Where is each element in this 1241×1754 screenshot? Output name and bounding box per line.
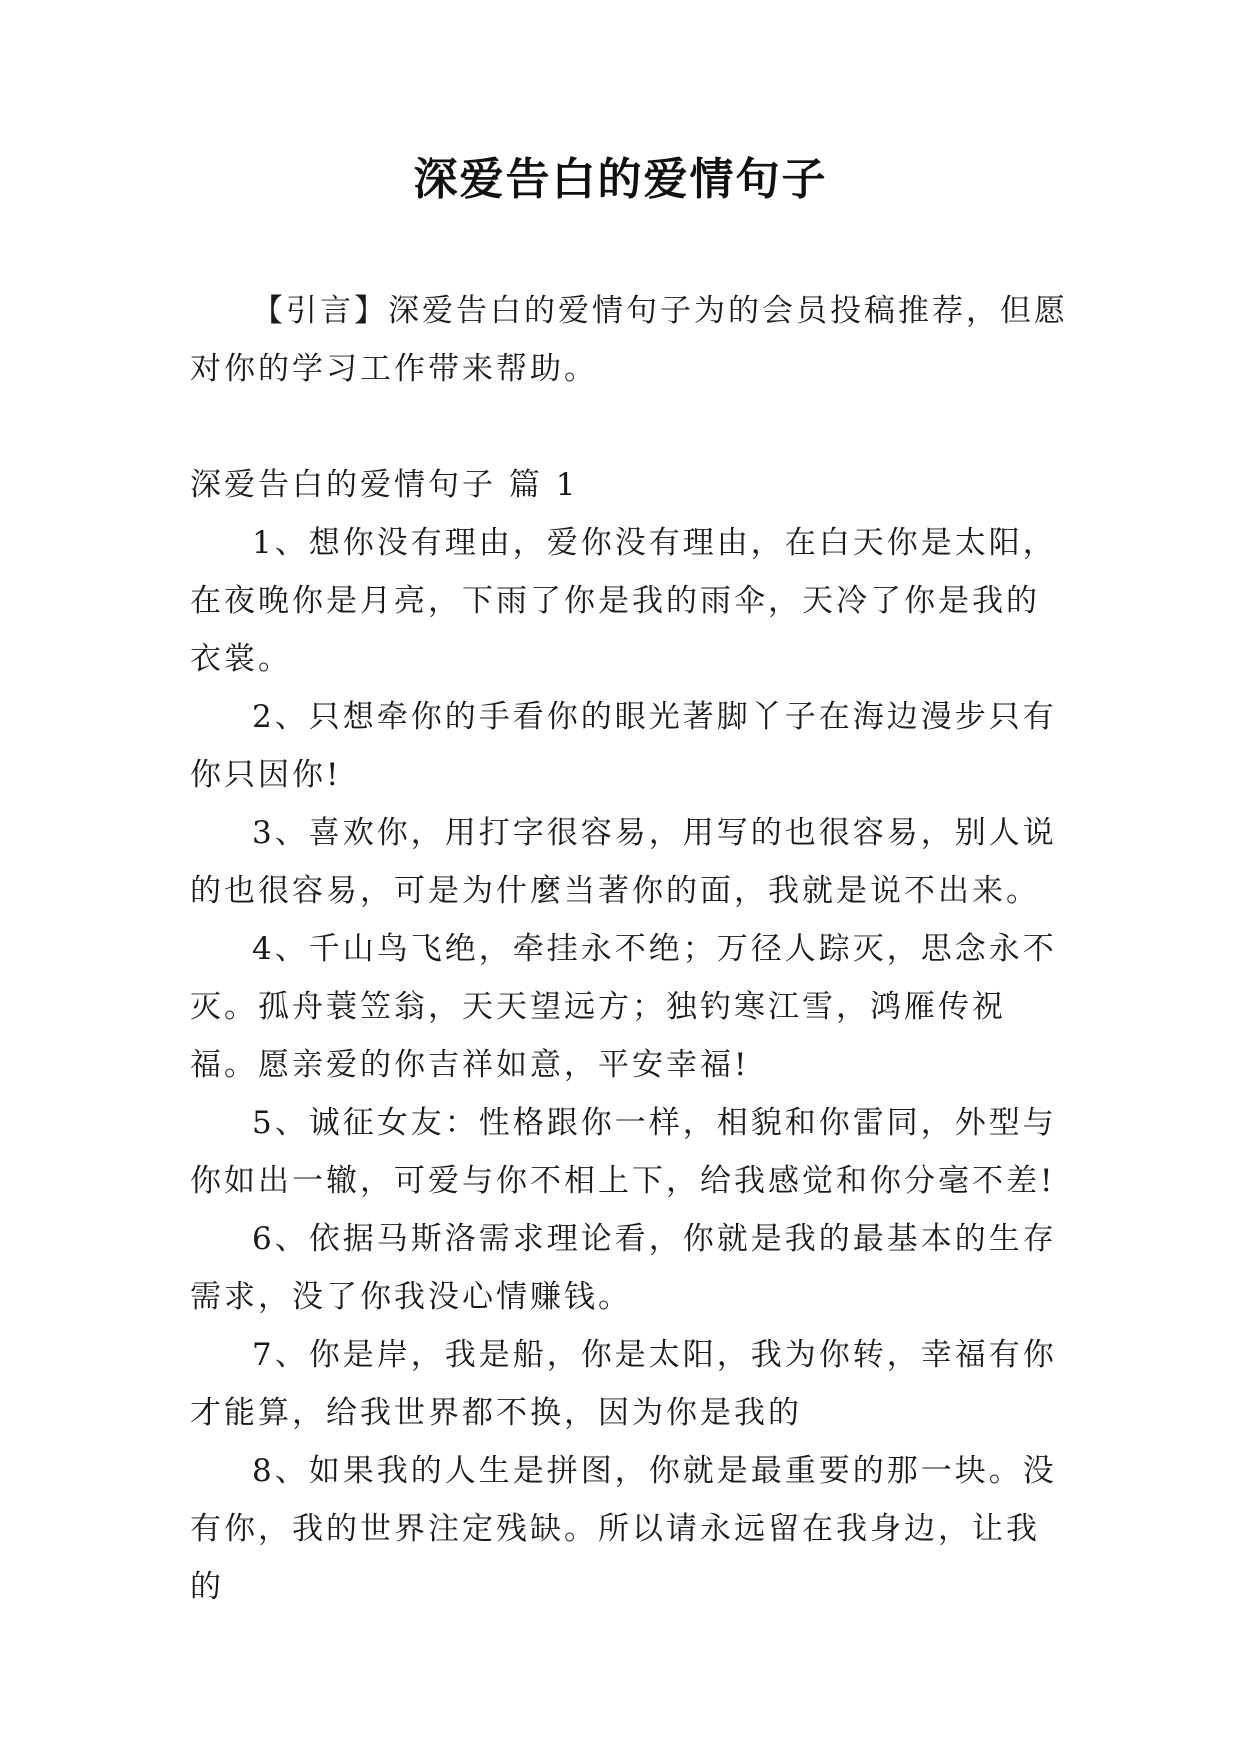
list-item: 7、你是岸，我是船，你是太阳，我为你转，幸福有你才能算，给我世界都不换，因为你是我的 [190,1337,1057,1431]
list-item: 3、喜欢你，用打字很容易，用写的也很容易，别人说的也很容易，可是为什麼当著你的面，我就是说不出来。 [190,815,1057,909]
list-item: 4、千山鸟飞绝，牵挂永不绝；万径人踪灭，思念永不灭。孤舟蓑笠翁，天天望远方；独钓寒江雪，鸿雁传祝福。愿亲爱的你吉祥如意，平安幸福! [190,931,1057,1083]
document-body [190,282,1070,1616]
list-item: 2、只想牵你的手看你的眼光著脚丫子在海边漫步只有你只因你! [190,699,1057,793]
intro-paragraph: 【引言】深爱告白的爱情句子为的会员投稿推荐，但愿对你的学习工作带来帮助。 [190,293,1068,387]
document-title: 深爱告白的爱情句子 [413,154,828,205]
list-item: 5、诚征女友：性格跟你一样，相貌和你雷同，外型与你如出一辙，可爱与你不相上下，给我感觉和你分毫不差! [190,1105,1057,1199]
list-item: 8、如果我的人生是拼图，你就是最重要的那一块。没有你，我的世界注定残缺。所以请永远留在我身边，让我的 [190,1453,1057,1605]
list-item: 1、想你没有理由，爱你没有理由，在白天你是太阳，在夜晚你是月亮，下雨了你是我的雨伞，天冷了你是我的衣裳。 [190,525,1057,677]
section-heading: 深爱告白的爱情句子 篇 1 [190,467,579,503]
sentence-list [190,514,1070,1616]
list-item: 6、依据马斯洛需求理论看，你就是我的最基本的生存需求，没了你我没心情赚钱。 [190,1221,1057,1315]
